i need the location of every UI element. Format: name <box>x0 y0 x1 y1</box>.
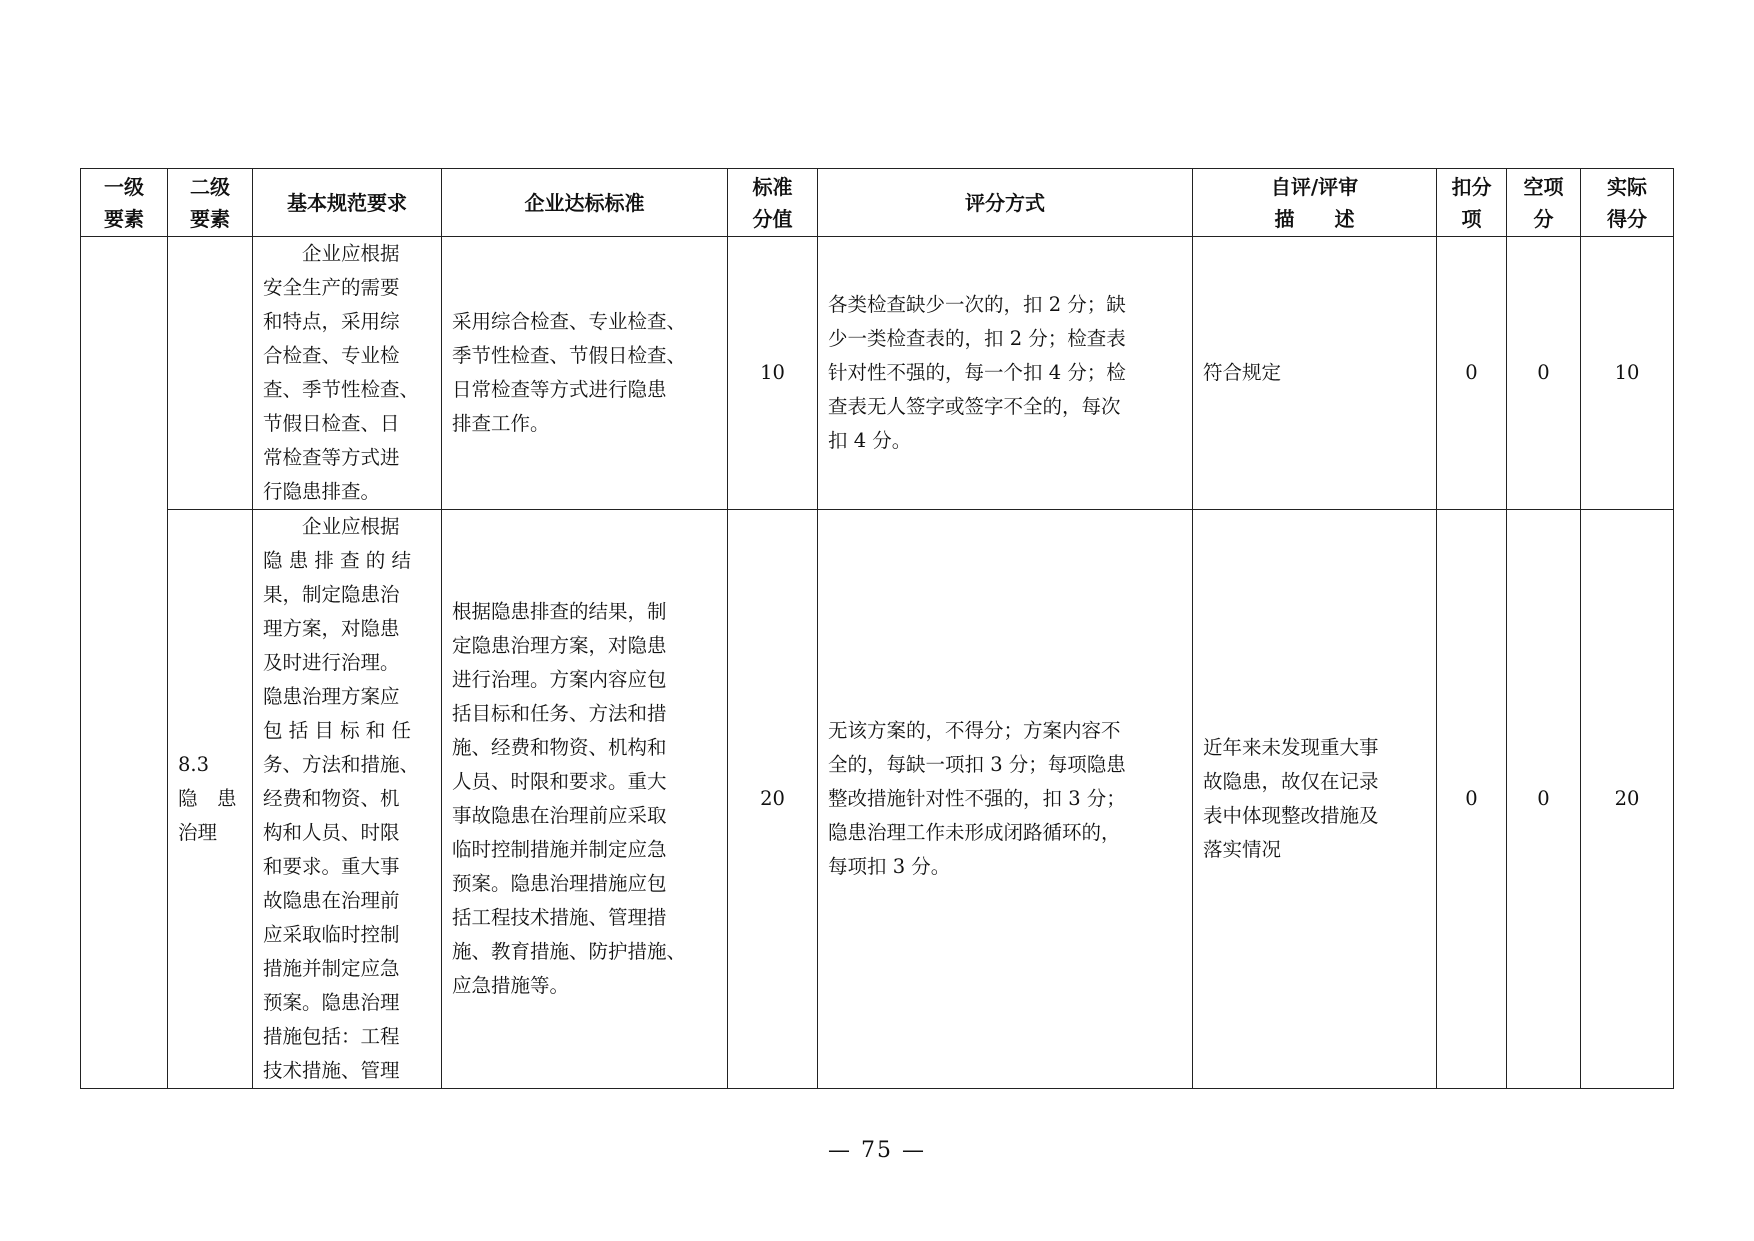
cell-level2 <box>168 237 253 510</box>
cell-description: 符合规定 <box>1193 237 1437 510</box>
header-standard: 企业达标标准 <box>442 169 728 237</box>
header-empty: 空项 分 <box>1507 169 1581 237</box>
cell-deduct: 0 <box>1437 237 1507 510</box>
header-method: 评分方式 <box>818 169 1193 237</box>
scoring-table <box>80 168 1674 1089</box>
table-row <box>81 510 1674 1089</box>
cell-deduct: 0 <box>1437 510 1507 1089</box>
header-level2: 二级 要素 <box>168 169 253 237</box>
cell-method: 各类检查缺少一次的，扣 2 分；缺 少一类检查表的，扣 2 分；检查表 针对性不强的，每一个扣 4 分；检 查表无人签字或签字不全的，每次 扣 4 分。 <box>818 237 1193 510</box>
header-deduct: 扣分 项 <box>1437 169 1507 237</box>
table-row <box>81 237 1674 510</box>
cell-method: 无该方案的，不得分；方案内容不 全的，每缺一项扣 3 分；每项隐患 整改措施针对性不强的，扣 3 分； 隐患治理工作未形成闭路循环的， 每项扣 3 分。 <box>818 510 1193 1089</box>
header-row <box>81 169 1674 237</box>
cell-level1 <box>81 237 168 1089</box>
header-requirement: 基本规范要求 <box>253 169 442 237</box>
cell-requirement: 企业应根据 隐 患 排 查 的 结 果，制定隐患治 理方案，对隐患 及时进行治理。 隐患治理方案应 包 括 目 标 和 任 务、方法和措施、 经费和物资、机 构和人员、时限 和要求。重大事 故隐患在治理前 应采取临时控制 措施并制定应急 预案。隐患治理 措施包括：工程 技术措施、管理 <box>253 510 442 1089</box>
cell-description: 近年来未发现重大事 故隐患，故仅在记录 表中体现整改措施及 落实情况 <box>1193 510 1437 1089</box>
cell-score: 10 <box>728 237 818 510</box>
header-description: 自评/评审 描 述 <box>1193 169 1437 237</box>
cell-empty: 0 <box>1507 510 1581 1089</box>
cell-actual: 10 <box>1581 237 1674 510</box>
cell-standard: 根据隐患排查的结果，制 定隐患治理方案，对隐患 进行治理。方案内容应包 括目标和任务、方法和措 施、经费和物资、机构和 人员、时限和要求。重大 事故隐患在治理前应采取 临时控制措施并制定应急 预案。隐患治理措施应包 括工程技术措施、管理措 施、教育措施、防护措施、 应急措施等。 <box>442 510 728 1089</box>
cell-standard: 采用综合检查、专业检查、 季节性检查、节假日检查、 日常检查等方式进行隐患 排查工作。 <box>442 237 728 510</box>
cell-score: 20 <box>728 510 818 1089</box>
header-score: 标准 分值 <box>728 169 818 237</box>
header-level1: 一级 要素 <box>81 169 168 237</box>
cell-actual: 20 <box>1581 510 1674 1089</box>
cell-empty: 0 <box>1507 237 1581 510</box>
cell-requirement: 企业应根据 安全生产的需要 和特点，采用综 合检查、专业检 查、季节性检查、 节假日检查、日 常检查等方式进 行隐患排查。 <box>253 237 442 510</box>
header-actual: 实际 得分 <box>1581 169 1674 237</box>
page-number: — 75 — <box>828 1138 926 1163</box>
cell-level2: 8.3 隐 患 治理 <box>168 510 253 1089</box>
